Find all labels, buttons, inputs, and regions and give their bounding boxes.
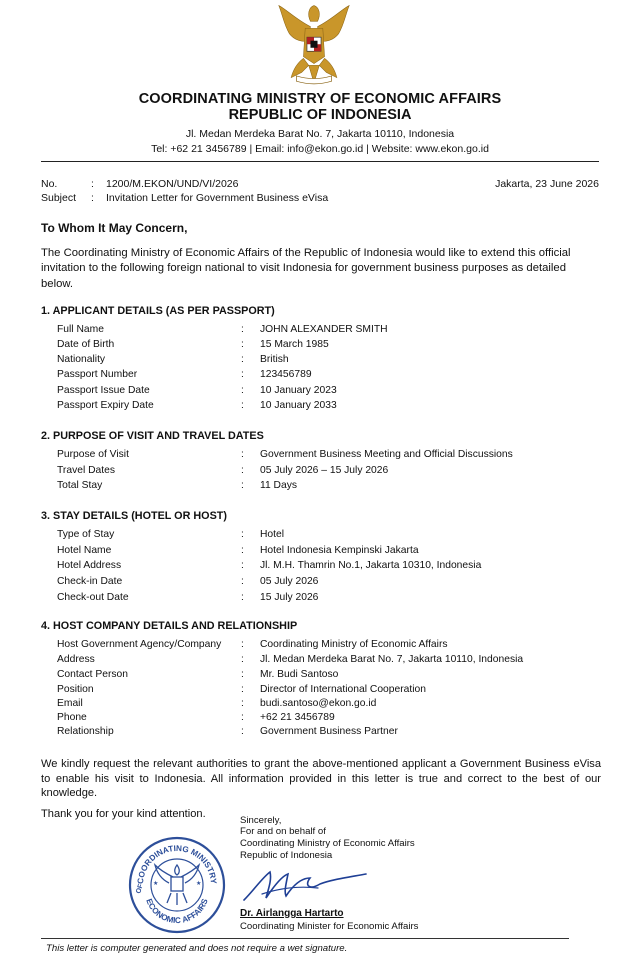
row-value: Government Business Meeting and Official Discussions <box>260 449 513 460</box>
row-colon: : <box>241 698 244 709</box>
row-value: Hotel <box>260 529 285 540</box>
row-value: 15 March 1985 <box>260 339 329 350</box>
row-label: Date of Birth <box>57 339 115 350</box>
row-label: Full Name <box>57 324 104 335</box>
detail-row <box>57 560 617 574</box>
section-title-stay: 3. STAY DETAILS (HOTEL OR HOST) <box>41 510 227 522</box>
detail-row <box>57 339 617 353</box>
detail-row <box>57 369 617 383</box>
row-label: Total Stay <box>57 480 103 491</box>
row-colon: : <box>241 545 244 556</box>
row-value: Jl. M.H. Thamrin No.1, Jakarta 10310, Indonesia <box>260 560 482 571</box>
row-label: Check-in Date <box>57 576 123 587</box>
detail-row <box>57 684 617 698</box>
detail-row <box>57 545 617 559</box>
detail-row <box>57 385 617 399</box>
detail-row <box>57 529 617 543</box>
ministry-name: COORDINATING MINISTRY OF ECONOMIC AFFAIRS <box>138 91 502 107</box>
row-label: Address <box>57 654 95 665</box>
seal-text-top: COORDINATING MINISTRY <box>135 843 219 885</box>
row-value: +62 21 3456789 <box>260 712 335 723</box>
row-colon: : <box>241 592 244 603</box>
row-value: 10 January 2033 <box>260 400 337 411</box>
row-colon: : <box>241 529 244 540</box>
ministry-address: Jl. Medan Merdeka Barat No. 7, Jakarta 10110, Indonesia <box>185 128 455 140</box>
salutation: To Whom It May Concern, <box>41 221 188 235</box>
seal-star-icon: ★ <box>196 880 202 887</box>
row-value: 10 January 2023 <box>260 385 337 396</box>
row-label: Type of Stay <box>57 529 115 540</box>
row-colon: : <box>241 324 244 335</box>
row-label: Check-out Date <box>57 592 129 603</box>
row-label: Email <box>57 698 83 709</box>
row-value: 11 Days <box>260 480 298 491</box>
garuda-emblem-icon <box>270 2 358 90</box>
row-label: Nationality <box>57 354 106 365</box>
signatory-name: Dr. Airlangga Hartarto <box>240 908 344 919</box>
detail-row <box>57 639 617 653</box>
row-value: Director of International Cooperation <box>260 684 426 695</box>
thanks-line: Thank you for your kind attention. <box>41 808 206 820</box>
detail-row <box>57 480 617 494</box>
footer-note: This letter is computer generated and does not require a wet signature. <box>46 943 348 954</box>
row-colon: : <box>241 480 244 491</box>
row-label: Contact Person <box>57 669 128 680</box>
signatory-org: Coordinating Ministry of Economic Affairs <box>240 838 415 849</box>
row-value: 123456789 <box>260 369 312 380</box>
subject-label: Subject <box>41 192 77 204</box>
row-label: Passport Issue Date <box>57 385 150 396</box>
detail-row <box>57 576 617 590</box>
row-colon: : <box>241 639 244 650</box>
row-label: Position <box>57 684 94 695</box>
row-colon: : <box>241 726 244 737</box>
closing-paragraph: We kindly request the relevant authorities to grant the above-mentioned applicant a Government Business eVisa to enable his visit to Indonesia. All information provided in this letter is true and correct to the best of our knowledge. <box>41 758 601 799</box>
row-label: Hotel Name <box>57 545 112 556</box>
row-value: 15 July 2026 <box>260 592 319 603</box>
row-value: 05 July 2026 <box>260 576 319 587</box>
row-label: Hotel Address <box>57 560 122 571</box>
section-title-host: 4. HOST COMPANY DETAILS AND RELATIONSHIP <box>41 620 298 632</box>
row-label: Purpose of Visit <box>57 449 129 460</box>
row-label: Passport Expiry Date <box>57 400 154 411</box>
section-title-applicant: 1. APPLICANT DETAILS (AS PER PASSPORT) <box>41 305 275 317</box>
row-value: budi.santoso@ekon.go.id <box>260 698 377 709</box>
signatory-country: Republic of Indonesia <box>240 850 333 861</box>
footer-divider <box>41 938 569 939</box>
official-seal <box>127 835 227 935</box>
seal-garuda-icon <box>155 865 202 905</box>
detail-row <box>57 698 617 712</box>
seal-text-of: OF <box>135 883 145 895</box>
detail-row <box>57 669 617 683</box>
row-value: Hotel Indonesia Kempinski Jakarta <box>260 545 419 556</box>
detail-row <box>57 592 617 606</box>
detail-row <box>57 354 617 368</box>
row-colon: : <box>241 712 244 723</box>
row-value: Mr. Budi Santoso <box>260 669 339 680</box>
subject-colon: : <box>91 192 94 204</box>
row-value: 05 July 2026 – 15 July 2026 <box>260 465 389 476</box>
detail-row <box>57 654 617 668</box>
detail-row <box>57 324 617 338</box>
seal-star-icon: ★ <box>153 880 159 887</box>
detail-row <box>57 726 617 740</box>
letter-number: 1200/M.EKON/UND/VI/2026 <box>106 178 239 190</box>
row-label: Travel Dates <box>57 465 115 476</box>
seal-text-bottom: ECONOMIC AFFAIRS <box>144 897 210 926</box>
row-label: Phone <box>57 712 87 723</box>
row-value: JOHN ALEXANDER SMITH <box>260 324 388 335</box>
ministry-contact: Tel: +62 21 3456789 | Email: info@ekon.go.id | Website: www.ekon.go.id <box>151 143 489 155</box>
row-colon: : <box>241 400 244 411</box>
header-divider <box>41 161 599 162</box>
detail-row <box>57 465 617 479</box>
row-colon: : <box>241 576 244 587</box>
letter-date: Jakarta, 23 June 2026 <box>495 178 599 190</box>
row-label: Host Government Agency/Company <box>57 639 222 650</box>
row-colon: : <box>241 669 244 680</box>
detail-row <box>57 712 617 726</box>
sign-off: Sincerely, <box>240 815 282 826</box>
row-value: British <box>260 354 289 365</box>
row-value: Jl. Medan Merdeka Barat No. 7, Jakarta 10110, Indonesia <box>260 654 524 665</box>
letter-subject: Invitation Letter for Government Business eVisa <box>106 192 329 204</box>
row-colon: : <box>241 449 244 460</box>
row-colon: : <box>241 369 244 380</box>
detail-row <box>57 449 617 463</box>
row-colon: : <box>241 339 244 350</box>
section-title-purpose: 2. PURPOSE OF VISIT AND TRAVEL DATES <box>41 430 264 442</box>
handwritten-signature <box>240 864 370 906</box>
row-colon: : <box>241 354 244 365</box>
row-label: Relationship <box>57 726 114 737</box>
row-value: Coordinating Ministry of Economic Affairs <box>260 639 448 650</box>
intro-paragraph: The Coordinating Ministry of Economic Affairs of the Republic of Indonesia would like to extend this official invitation to the following foreign national to visit Indonesia for government business purposes as detailed below. <box>41 247 571 290</box>
row-label: Passport Number <box>57 369 138 380</box>
on-behalf-line: For and on behalf of <box>240 826 326 837</box>
row-colon: : <box>241 654 244 665</box>
country-name: REPUBLIC OF INDONESIA <box>228 107 412 123</box>
signatory-title: Coordinating Minister for Economic Affairs <box>240 921 419 932</box>
number-colon: : <box>91 178 94 190</box>
row-colon: : <box>241 684 244 695</box>
row-colon: : <box>241 385 244 396</box>
row-value: Government Business Partner <box>260 726 398 737</box>
row-colon: : <box>241 465 244 476</box>
row-colon: : <box>241 560 244 571</box>
detail-row <box>57 400 617 414</box>
number-label: No. <box>41 178 58 190</box>
